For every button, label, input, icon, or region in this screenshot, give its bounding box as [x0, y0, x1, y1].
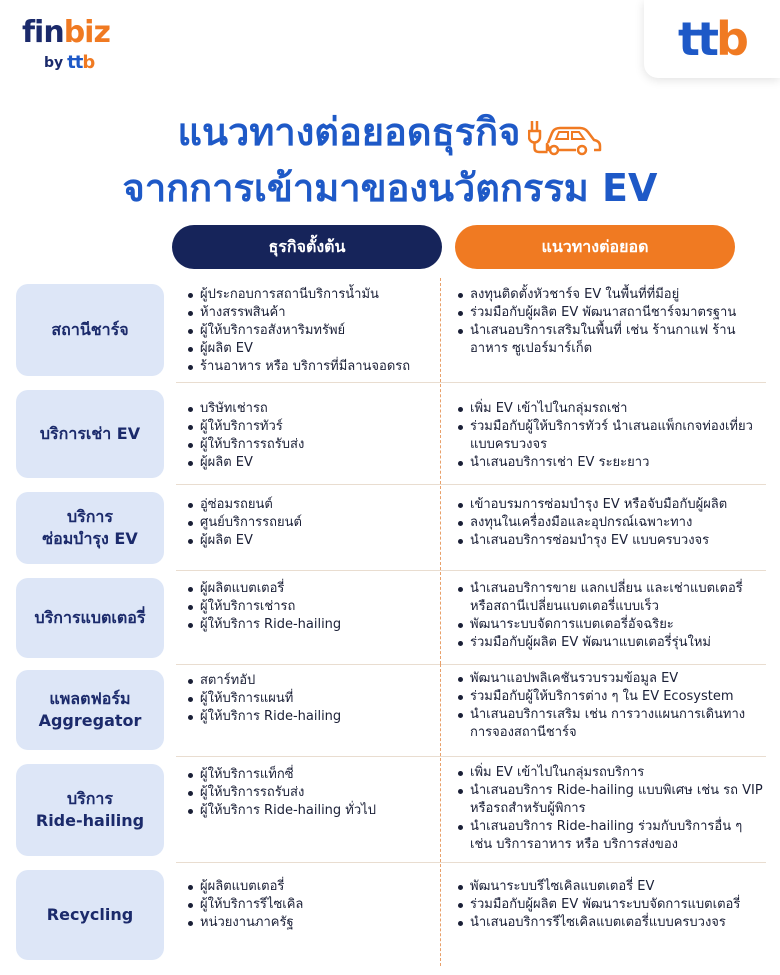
- row-divider: [176, 484, 766, 485]
- list-item: ร้านอาหาร หรือ บริการที่มีลานจอดรถ: [186, 358, 448, 376]
- list-item: นำเสนอบริการขาย แลกเปลี่ยน และเช่าแบตเตอรี่ หรือสถานีเปลี่ยนแบตเตอรี่แบบเร็ว: [456, 580, 764, 616]
- list-item: ผู้ให้บริการ Ride-hailing: [186, 708, 448, 726]
- list-item: เพิ่ม EV เข้าไปในกลุ่มรถเช่า: [456, 400, 764, 418]
- list-item: นำเสนอบริการ Ride-hailing ร่วมกับบริการอื่น ๆ เช่น บริการอาหาร หรือ บริการส่งของ: [456, 818, 764, 854]
- column-header-base-business: ธุรกิจตั้งต้น: [172, 225, 442, 269]
- row-divider: [176, 756, 766, 757]
- extension-list: [456, 496, 764, 550]
- ev-car-plug-icon: [528, 113, 602, 157]
- list-item: ร่วมมือกับผู้ให้บริการทัวร์ นำเสนอแพ็กเกจท่องเที่ยวแบบครบวงจร: [456, 418, 764, 454]
- category-label-line: บริการแบตเตอรี่: [34, 608, 146, 627]
- category-label-line: แพลตฟอร์ม: [49, 689, 131, 708]
- category-label-line: Ride-hailing: [35, 811, 145, 830]
- list-item: สตาร์ทอัป: [186, 672, 448, 690]
- list-item: นำเสนอบริการเสริม เช่น การวางแผนการเดินทาง การจองสถานีชาร์จ: [456, 706, 764, 742]
- list-item: นำเสนอบริการ Ride-hailing แบบพิเศษ เช่น รถ VIP หรือรถสำหรับผู้พิการ: [456, 782, 764, 818]
- list-item: ผู้ผลิตแบตเตอรี่: [186, 878, 448, 896]
- list-item: พัฒนาระบบรีไซเคิลแบตเตอรี่ EV: [456, 878, 764, 896]
- list-item: พัฒนาระบบจัดการแบตเตอรี่อัจฉริยะ: [456, 616, 764, 634]
- base-business-list: [186, 878, 448, 932]
- extension-list: [456, 580, 764, 652]
- base-business-list: [186, 286, 448, 376]
- row-divider: [176, 664, 766, 665]
- list-item: ผู้ประกอบการสถานีบริการน้ำมัน: [186, 286, 448, 304]
- row-divider: [176, 862, 766, 863]
- list-item: พัฒนาแอปพลิเคชันรวบรวมข้อมูล EV: [456, 670, 764, 688]
- category-label: [16, 670, 164, 750]
- page-title: [0, 104, 780, 216]
- table-row: [16, 390, 766, 478]
- row-divider: [176, 382, 766, 383]
- list-item: ผู้ให้บริการแผนที่: [186, 690, 448, 708]
- list-item: ร่วมมือกับผู้ผลิต EV พัฒนาระบบจัดการแบตเตอรี่: [456, 896, 764, 914]
- category-label: [16, 870, 164, 960]
- extension-list: [456, 400, 764, 472]
- category-label-line: บริการ: [66, 507, 113, 526]
- ttb-logo-wordmark: ttb: [678, 12, 746, 66]
- table-row: [16, 492, 766, 564]
- list-item: ผู้ผลิตแบตเตอรี่: [186, 580, 448, 598]
- list-item: ลงทุนในเครื่องมือและอุปกรณ์เฉพาะทาง: [456, 514, 764, 532]
- row-divider: [176, 570, 766, 571]
- list-item: นำเสนอบริการรีไซเคิลแบตเตอรี่แบบครบวงจร: [456, 914, 764, 932]
- base-business-list: [186, 400, 448, 472]
- list-item: หน่วยงานภาครัฐ: [186, 914, 448, 932]
- list-item: ผู้ให้บริการ Ride-hailing: [186, 616, 448, 634]
- list-item: ผู้ให้บริการแท็กซี่: [186, 766, 448, 784]
- column-header-extension: แนวทางต่อยอด: [455, 225, 735, 269]
- category-label-line: สถานีชาร์จ: [51, 320, 129, 339]
- category-label-line: Recycling: [46, 905, 134, 924]
- category-label: [16, 578, 164, 658]
- by-ttb-label: by ttb: [44, 52, 95, 73]
- list-item: ผู้ผลิต EV: [186, 340, 448, 358]
- ttb-mini-logo: ttb: [67, 52, 95, 73]
- table-row: [16, 764, 766, 856]
- finbiz-logo: [22, 16, 132, 73]
- list-item: ผู้ให้บริการรีไซเคิล: [186, 896, 448, 914]
- category-label: [16, 764, 164, 856]
- list-item: ผู้ผลิต EV: [186, 454, 448, 472]
- list-item: นำเสนอบริการซ่อมบำรุง EV แบบครบวงจร: [456, 532, 764, 550]
- base-business-list: [186, 672, 448, 726]
- list-item: บริษัทเช่ารถ: [186, 400, 448, 418]
- extension-list: [456, 670, 764, 742]
- list-item: ผู้ให้บริการเช่ารถ: [186, 598, 448, 616]
- list-item: ผู้ผลิต EV: [186, 532, 448, 550]
- list-item: ห้างสรรพสินค้า: [186, 304, 448, 322]
- base-business-list: [186, 766, 448, 820]
- category-label-line: บริการ: [66, 789, 113, 808]
- title-line-2: จากการเข้ามาของนวัตกรรม EV: [122, 166, 658, 210]
- finbiz-wordmark: finbiz: [22, 15, 110, 50]
- table-row: [16, 284, 766, 376]
- list-item: นำเสนอบริการเช่า EV ระยะยาว: [456, 454, 764, 472]
- list-item: เพิ่ม EV เข้าไปในกลุ่มรถบริการ: [456, 764, 764, 782]
- list-item: ร่วมมือกับผู้ให้บริการต่าง ๆ ใน EV Ecosystem: [456, 688, 764, 706]
- list-item: เข้าอบรมการซ่อมบำรุง EV หรือจับมือกับผู้ผลิต: [456, 496, 764, 514]
- category-label-line: Aggregator: [38, 711, 142, 730]
- list-item: ลงทุนติดตั้งหัวชาร์จ EV ในพื้นที่ที่มีอยู่: [456, 286, 764, 304]
- list-item: ร่วมมือกับผู้ผลิต EV พัฒนาแบตเตอรี่รุ่นใหม่: [456, 634, 764, 652]
- list-item: ผู้ให้บริการรถรับส่ง: [186, 784, 448, 802]
- list-item: ศูนย์บริการรถยนต์: [186, 514, 448, 532]
- list-item: นำเสนอบริการเสริมในพื้นที่ เช่น ร้านกาแฟ ร้านอาหาร ซูเปอร์มาร์เก็ต: [456, 322, 764, 358]
- ttb-logo: [644, 0, 780, 78]
- category-label-line: บริการเช่า EV: [39, 424, 141, 443]
- list-item: ผู้ให้บริการ Ride-hailing ทั่วไป: [186, 802, 448, 820]
- table-row: [16, 870, 766, 960]
- category-label: [16, 390, 164, 478]
- list-item: ผู้ให้บริการอสังหาริมทรัพย์: [186, 322, 448, 340]
- extension-list: [456, 286, 764, 358]
- extension-list: [456, 878, 764, 932]
- list-item: อู่ซ่อมรถยนต์: [186, 496, 448, 514]
- category-label: [16, 492, 164, 564]
- title-line-1: แนวทางต่อยอดธุรกิจ: [0, 104, 780, 160]
- list-item: ผู้ให้บริการรถรับส่ง: [186, 436, 448, 454]
- list-item: ผู้ให้บริการทัวร์: [186, 418, 448, 436]
- category-label: [16, 284, 164, 376]
- list-item: ร่วมมือกับผู้ผลิต EV พัฒนาสถานีชาร์จมาตรฐาน: [456, 304, 764, 322]
- extension-list: [456, 764, 764, 854]
- base-business-list: [186, 496, 448, 550]
- table-row: [16, 670, 766, 750]
- category-label-line: ซ่อมบำรุง EV: [42, 529, 138, 548]
- table-row: [16, 578, 766, 658]
- base-business-list: [186, 580, 448, 634]
